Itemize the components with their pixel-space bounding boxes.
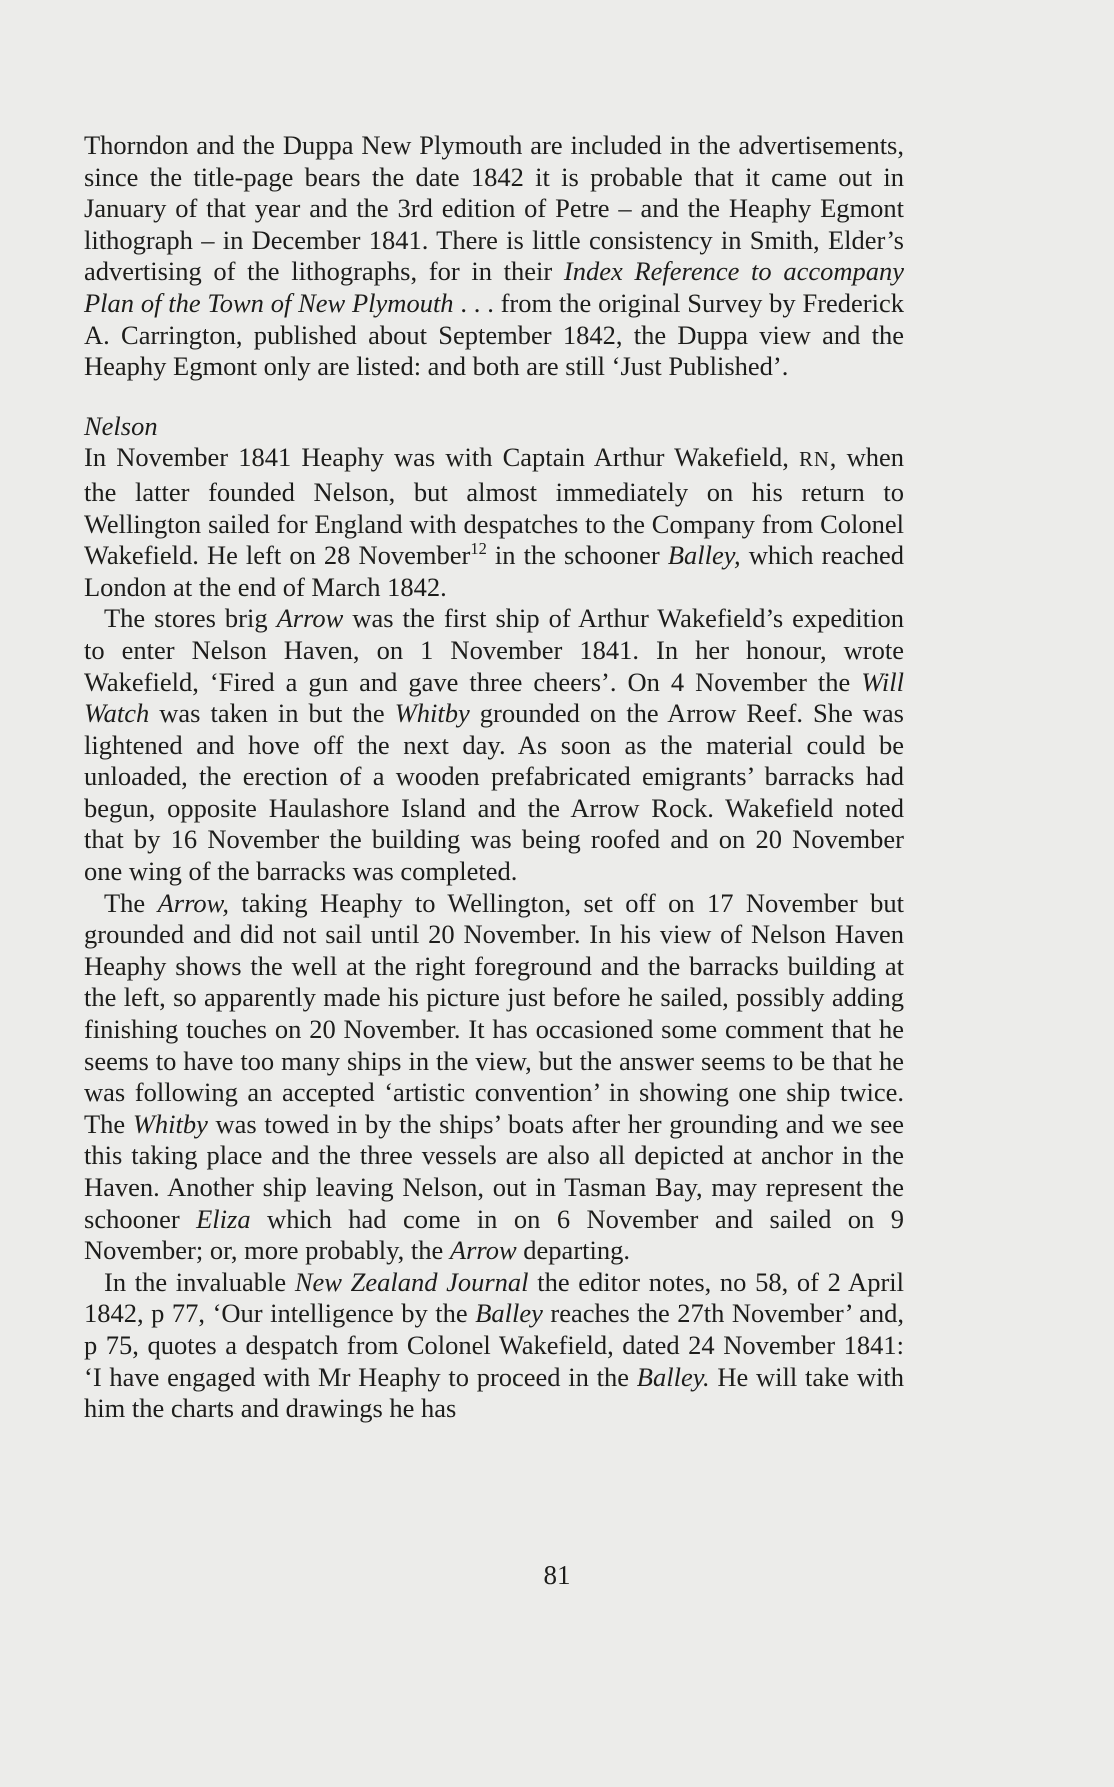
paragraph-text: , when the latter founded Nelson, but almost immediately on his return to Wellington sailed for England with despatches to the Company from Colonel Wakefield. He left on 28 November bbox=[84, 442, 904, 571]
ship-name: Whitby bbox=[132, 1108, 208, 1139]
paragraph-text: He will take with him the charts and drawings he has bbox=[84, 1361, 904, 1424]
paragraph-text: was the first ship of Arthur Wakefield’s expedition to enter Nelson Haven, on 1 November 1841. In her honour, wrote Wakefield, ‘Fired a gun and gave three cheers’. On 4 November the bbox=[84, 603, 905, 697]
paragraph-text: in the schooner bbox=[486, 540, 668, 571]
footnote-reference: 12 bbox=[470, 539, 487, 559]
paragraph-text: was taken in but the bbox=[149, 698, 395, 729]
paragraph-text: The bbox=[104, 887, 158, 918]
paragraph-text: departing. bbox=[516, 1235, 630, 1266]
paragraph-3 bbox=[84, 603, 904, 887]
ship-name: Eliza bbox=[196, 1203, 251, 1234]
ship-name: Arrow, bbox=[157, 887, 230, 918]
page-number: 81 bbox=[543, 1560, 571, 1590]
paragraph-text: Thorndon and the Duppa New Plymouth are included in the advertisements, since the title-page bears the date 1842 it is probable that it came out in January of that year and the 3rd edition of Petre – and the Heaphy Egmont lithograph – in December 1841. There is little consistency in Smith, Elder’s advertising of the lithographs, for in their bbox=[84, 130, 904, 287]
ship-name: Balley, bbox=[667, 540, 741, 571]
paragraph-1 bbox=[84, 130, 904, 383]
paragraph-text: which had come in on 6 November and sailed on 9 November; or, more probably, the bbox=[84, 1203, 904, 1266]
paragraph-text: grounded on the Arrow Reef. She was lightened and hove off the next day. As soon as the material could be unloaded, the erection of a wooden prefabricated emigrants’ barracks had begun, opposite Haulashore Island and the Arrow Rock. Wakefield noted that by 16 November the building was being roofed and on 20 November one wing of the barracks was completed. bbox=[84, 698, 904, 887]
italic-title: Index Reference to accompany Plan of the Town of New Plymouth bbox=[84, 256, 904, 318]
paragraph-2 bbox=[84, 442, 904, 603]
page-body bbox=[84, 130, 904, 1425]
paragraph-text: reaches the 27th November’ and, p 75, quotes a despatch from Colonel Wakefield, dated 24 November 1841: ‘I have engaged with Mr Heaphy to proceed in the bbox=[84, 1298, 904, 1392]
paragraph-text: In November 1841 Heaphy was with Captain Arthur Wakefield, bbox=[84, 442, 800, 473]
paragraph-text: . . . from the original Survey by Frederick A. Carrington, published about September 1842, the Duppa view and the Heaphy Egmont only are listed: and both are still ‘Just Published’. bbox=[84, 287, 904, 382]
abbreviation: RN bbox=[799, 449, 830, 472]
ship-name: Will Watch bbox=[84, 666, 904, 729]
paragraph-text: The stores brig bbox=[104, 603, 277, 634]
ship-name: Balley. bbox=[636, 1361, 710, 1392]
paragraph-text: taking Heaphy to Wellington, set off on 17 November but grounded and did not sail until 20 November. In his view of Nelson Haven Heaphy shows the well at the right foreground and the barracks building at the left, so apparently made his picture just before he sailed, possibly adding finishing touches on 20 November. It has occasioned some comment that he seems to have too many ships in the view, but the answer seems to be that he was following an accepted ‘artistic convention’ in showing one ship twice. The bbox=[84, 887, 904, 1139]
section-heading: Nelson bbox=[84, 410, 158, 441]
ship-name: Whitby bbox=[394, 698, 470, 729]
paragraph-4 bbox=[84, 888, 904, 1267]
paragraph-text: which reached London at the end of March 1842. bbox=[84, 540, 904, 602]
paragraph-text: the editor notes, no 58, of 2 April 1842, p 77, ‘Our intelligence by the bbox=[84, 1266, 904, 1329]
paragraph-5 bbox=[84, 1267, 904, 1425]
paragraph-text: was towed in by the ships’ boats after her grounding and we see this taking place and the three vessels are also all depicted at anchor in the Haven. Another ship leaving Nelson, out in Tasman Bay, may represent the schooner bbox=[84, 1108, 904, 1234]
journal-title: New Zealand Journal bbox=[294, 1266, 529, 1297]
ship-name: Balley bbox=[475, 1298, 543, 1329]
paragraph-text: In the invaluable bbox=[104, 1266, 295, 1297]
ship-name: Arrow bbox=[449, 1235, 517, 1266]
ship-name: Arrow bbox=[276, 603, 344, 634]
